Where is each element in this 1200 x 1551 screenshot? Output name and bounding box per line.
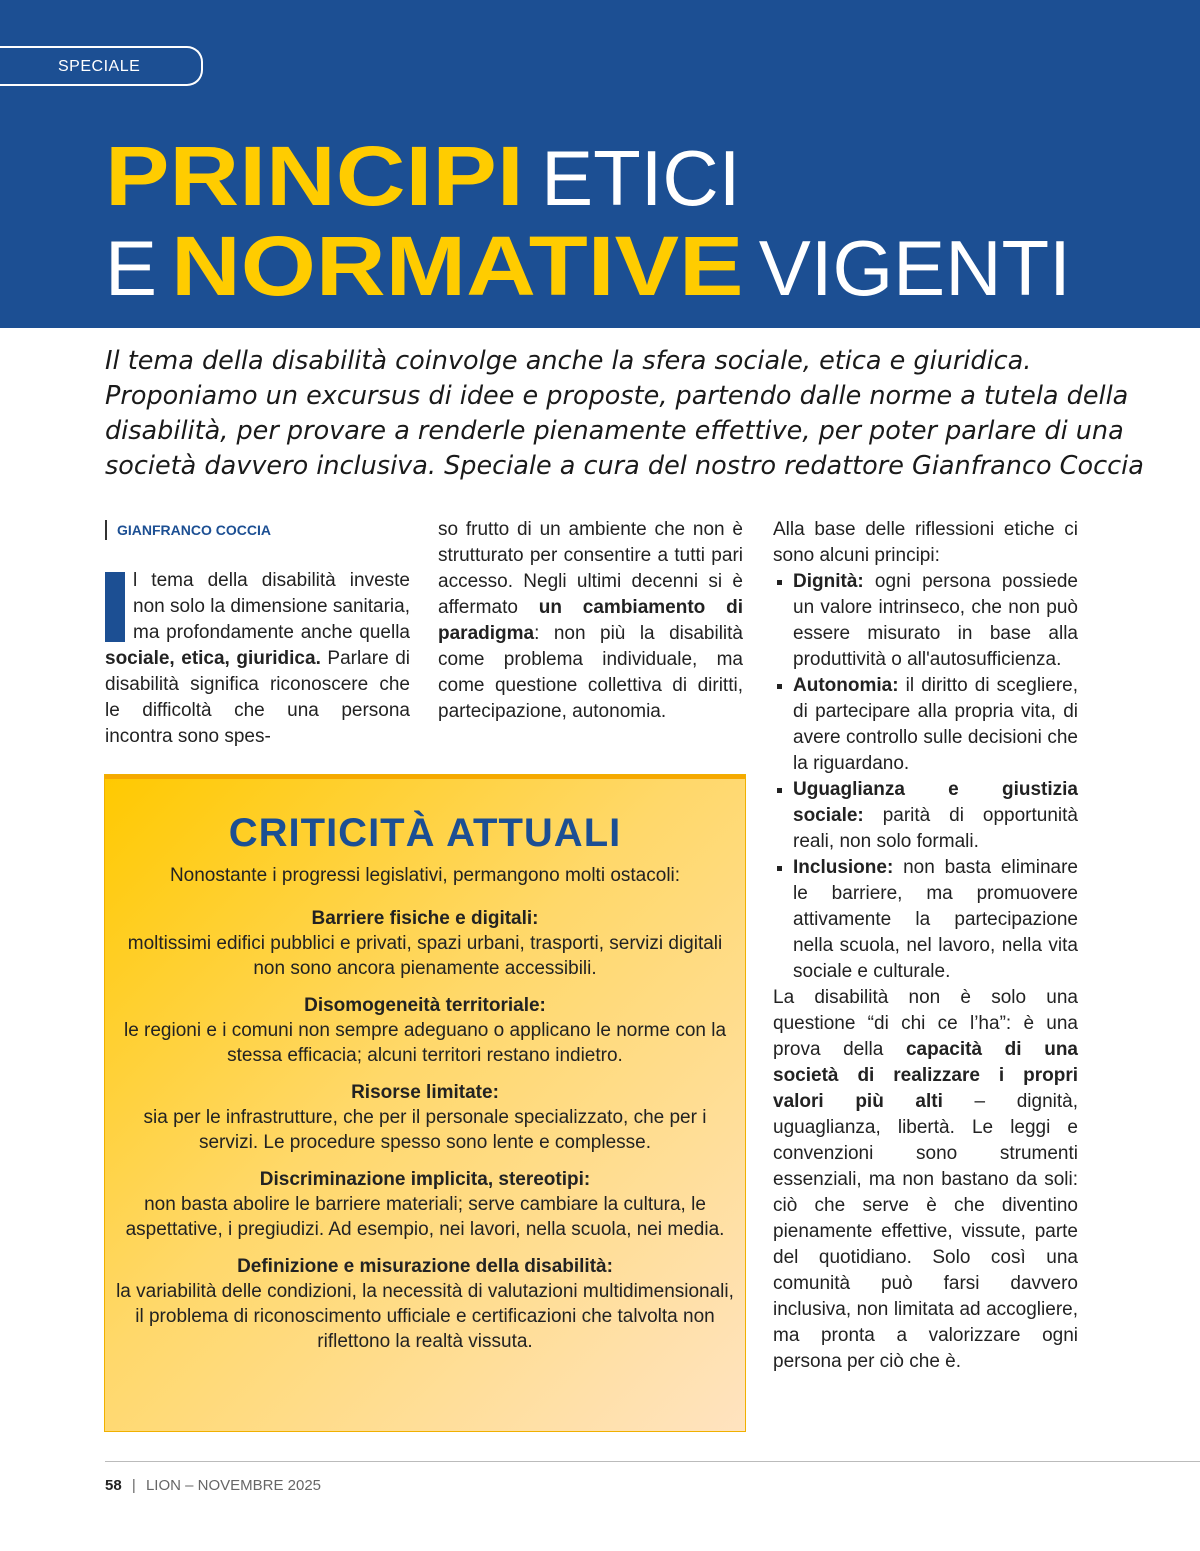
- box-item-heading: Discriminazione implicita, stereotipi:: [259, 1169, 591, 1190]
- bullet-square-icon: [777, 684, 782, 689]
- principle-name: Dignità:: [793, 571, 864, 592]
- column-2: [438, 517, 743, 725]
- principle-text: parità di opportunità reali, non solo formali.: [793, 805, 1078, 852]
- footer-separator: |: [131, 1477, 136, 1494]
- dropcap: [105, 572, 125, 642]
- bullet-square-icon: [777, 580, 782, 585]
- principle-text: il diritto di scegliere, di partecipare alla propria vita, di avere controllo sulle decisioni che la riguardano.: [793, 675, 1078, 774]
- title-word-etici: ETICI: [541, 134, 741, 222]
- title-word-e: E: [105, 224, 158, 312]
- box-item-text: la variabilità delle condizioni, la necessità di valutazioni multidimensionali, il problema di riconoscimento ufficiale e certificazioni che talvolta non riflettono la realtà vissuta.: [116, 1281, 734, 1352]
- column-3-intro: Alla base delle riflessioni etiche ci sono alcuni principi:: [773, 519, 1078, 566]
- principle-name: Uguaglianza e giustizia sociale:: [793, 779, 1078, 826]
- text-run: Parlare di disabilità significa riconoscere che le difficoltà che una persona incontra sono spes-: [105, 648, 410, 747]
- box-body: [115, 863, 735, 1366]
- lead-line: disabilità, per provare a renderle pienamente effettive, per poter parlare di una: [105, 416, 1124, 446]
- box-item-text: le regioni e i comuni non sempre adeguano o applicano le norme con la stessa efficacia; alcuni territori restano indietro.: [123, 1020, 727, 1066]
- bullet-square-icon: [777, 788, 782, 793]
- footer-rule: [105, 1461, 1200, 1462]
- text-run: : non più la disabilità come problema individuale, ma come questione collettiva di diritti, partecipazione, autonomia.: [438, 623, 743, 722]
- text-bold: un cambiamento di paradigma: [438, 597, 743, 644]
- title-line-2: [105, 218, 1071, 315]
- title-line-1: [105, 128, 740, 225]
- bullet-square-icon: [777, 866, 782, 871]
- column-1: [105, 568, 410, 750]
- lead-paragraph: [105, 344, 1144, 484]
- principle-text: ogni persona possiede un valore intrinseco, che non può essere misurato in base alla produttività o all'autosufficienza.: [793, 571, 1078, 670]
- box-title: CRITICITÀ ATTUALI: [228, 811, 622, 855]
- page-footer: [105, 1477, 321, 1494]
- box-intro: Nonostante i progressi legislativi, permangono molti ostacoli:: [169, 865, 681, 886]
- principle-item: [773, 673, 1078, 777]
- section-tab: [0, 46, 203, 86]
- section-label: SPECIALE: [58, 58, 141, 75]
- text-bold: capacità di una società di realizzare i propri valori più alti: [773, 1039, 1078, 1112]
- lead-line: Il tema della disabilità coinvolge anche la sfera sociale, etica e giuridica.: [105, 346, 1032, 376]
- title-word-principi: PRINCIPI: [105, 129, 524, 223]
- column-2-paragraph: [438, 517, 743, 725]
- text-run: La disabilità non è solo una questione “di chi ce l’ha”: è una prova della: [773, 987, 1078, 1060]
- page-number: 58: [105, 1477, 122, 1494]
- criticita-box: [105, 775, 745, 1431]
- principle-text: non basta eliminare le barriere, ma promuovere attivamente la partecipazione nella scuola, nel lavoro, nella vita sociale e culturale.: [793, 857, 1078, 982]
- box-item: [115, 1080, 735, 1155]
- title-word-vigenti: VIGENTI: [758, 224, 1071, 312]
- box-item: [115, 1254, 735, 1354]
- box-item-text: sia per le infrastrutture, che per il personale specializzato, che per i servizi. Le procedure spesso sono lente e complesse.: [143, 1107, 707, 1153]
- principle-name: Autonomia:: [793, 675, 899, 696]
- lead-line: società davvero inclusiva. Speciale a cura del nostro redattore Gianfranco Coccia: [105, 451, 1144, 481]
- text-bold: sociale, etica, giuridica.: [105, 648, 321, 669]
- header-banner: [0, 0, 1200, 328]
- box-item-text: non basta abolire le barriere materiali; serve cambiare la cultura, le aspettative, i pregiudizi. Ad esempio, nei lavori, nella scuola, nei media.: [125, 1194, 725, 1240]
- author-byline: GIANFRANCO COCCIA: [105, 520, 271, 540]
- text-run: l tema della disabilità investe non solo la dimensione sanitaria, ma profondamente anche quella: [133, 570, 410, 643]
- box-item: [115, 993, 735, 1068]
- principle-item: [773, 855, 1078, 985]
- column-3-closing: [773, 985, 1078, 1375]
- box-item-heading: Risorse limitate:: [351, 1082, 499, 1103]
- box-item-heading: Disomogeneità territoriale:: [304, 995, 546, 1016]
- box-item-heading: Barriere fisiche e digitali:: [311, 908, 539, 929]
- column-1-paragraph: [105, 568, 410, 750]
- box-item-heading: Definizione e misurazione della disabilità:: [237, 1256, 613, 1277]
- text-run: so frutto di un ambiente che non è strutturato per consentire a tutti pari accesso. Negli ultimi decenni si è affermato: [438, 519, 743, 618]
- column-3: [773, 517, 1078, 1375]
- box-item: [115, 906, 735, 981]
- lead-line: Proponiamo un excursus di idee e proposte, partendo dalle norme a tutela della: [105, 381, 1129, 411]
- box-item-text: moltissimi edifici pubblici e privati, spazi urbani, trasporti, servizi digitali non sono ancora pienamente accessibili.: [127, 933, 723, 979]
- text-run: – dignità, uguaglianza, libertà. Le leggi e convenzioni sono strumenti essenziali, ma non bastano da soli: ciò che serve è che diventino pienamente effettive, vissute, parte del quotidiano. Solo così una comunità può farsi davvero inclusiva, non limitata ad accogliere, ma pronta a valorizzare ogni persona per ciò che è.: [773, 1091, 1078, 1372]
- principle-item: [773, 569, 1078, 673]
- principle-name: Inclusione:: [793, 857, 894, 878]
- box-item: [115, 1167, 735, 1242]
- principle-item: [773, 777, 1078, 855]
- box-top-edge: [105, 775, 745, 779]
- principles-list: [773, 569, 1078, 985]
- title-word-normative: NORMATIVE: [171, 219, 744, 313]
- magazine-issue: LION – NOVEMBRE 2025: [145, 1477, 322, 1494]
